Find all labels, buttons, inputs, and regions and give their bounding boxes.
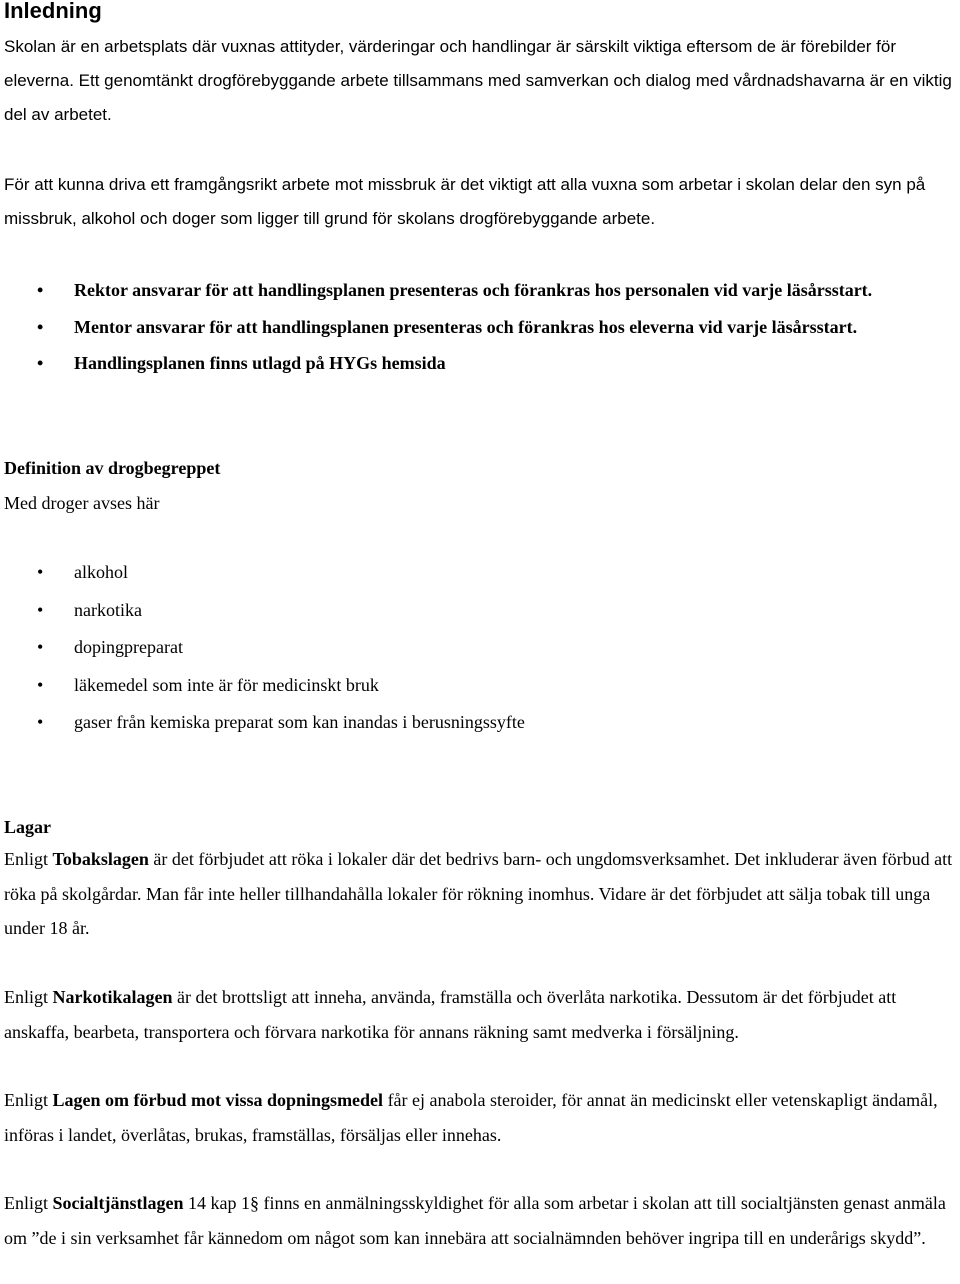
definition-lead: Med droger avses här bbox=[4, 493, 160, 513]
definition-heading: Definition av drogbegreppet bbox=[4, 458, 221, 478]
list-item: • gaser från kemiska preparat som kan inandas i berusningssyfte bbox=[0, 704, 960, 742]
definition-list bbox=[0, 554, 960, 742]
law-name: Tobakslagen bbox=[52, 849, 149, 869]
bullet-icon: • bbox=[37, 637, 44, 657]
list-item: • dopingpreparat bbox=[0, 629, 960, 667]
law-paragraph-socialtjanst: Enligt Socialtjänstlagen 14 kap 1§ finns en anmälningsskyldighet för alla som arbetar i skolan att till socialtjänsten genast anmäla om ”de i sin verksamhet får kännedom om något som kan innebära att socialnämnden behöver ingripa till en underårigs skydd”. bbox=[4, 1193, 946, 1248]
laws-heading: Lagar bbox=[4, 817, 51, 837]
law-name: Socialtjänstlagen bbox=[52, 1193, 184, 1213]
list-item: • läkemedel som inte är för medicinskt bruk bbox=[0, 667, 960, 705]
intro-heading: Inledning bbox=[4, 0, 102, 23]
law-paragraph-narkotika: Enligt Narkotikalagen är det brottsligt att inneha, använda, framställa och överlåta narkotika. Dessutom är det förbjudet att anskaffa, bearbeta, transportera och förvara narkotika för annans räkning samt medverka i försäljning. bbox=[4, 987, 897, 1042]
intro-paragraph-1: Skolan är en arbetsplats där vuxnas attityder, värderingar och handlingar är särskilt viktiga eftersom de är förebilder för eleverna. Ett genomtänkt drogförebyggande arbete tillsammans med samverkan och dialog med vårdnadshavarna är en viktig del av arbetet. bbox=[4, 37, 952, 124]
bullet-icon: • bbox=[37, 599, 44, 620]
list-item: • Rektor ansvarar för att handlingsplanen presenteras och förankras hos personalen vid varje läsårsstart. bbox=[0, 272, 960, 309]
bullet-icon: • bbox=[37, 562, 44, 582]
law-paragraph-dopning: Enligt Lagen om förbud mot vissa dopningsmedel får ej anabola steroider, för annat än medicinskt eller vetenskapligt ändamål, införas i landet, överlåtas, brukas, framställas, försäljas eller innehas. bbox=[4, 1090, 938, 1145]
list-item: • alkohol bbox=[0, 554, 960, 592]
list-item: • narkotika bbox=[0, 592, 960, 630]
bullet-icon: • bbox=[37, 280, 44, 300]
list-item: • Mentor ansvarar för att handlingsplanen presenteras och förankras hos eleverna vid varje läsårsstart. bbox=[0, 309, 960, 346]
bullet-icon: • bbox=[37, 353, 44, 373]
bullet-icon: • bbox=[37, 712, 44, 732]
law-name: Narkotikalagen bbox=[52, 987, 173, 1007]
bullet-icon: • bbox=[37, 674, 44, 695]
responsibility-list bbox=[0, 272, 960, 382]
law-name: Lagen om förbud mot vissa dopningsmedel bbox=[52, 1090, 384, 1110]
law-paragraph-tobak: Enligt Tobakslagen är det förbjudet att röka i lokaler där det bedrivs barn- och ungdomsverksamhet. Det inkluderar även förbud att röka på skolgårdar. Man får inte heller tillhandahålla lokaler för rökning inomhus. Vidare är det förbjudet att sälja tobak till unga under 18 år. bbox=[4, 849, 953, 938]
bullet-icon: • bbox=[37, 316, 44, 337]
list-item: • Handlingsplanen finns utlagd på HYGs hemsida bbox=[0, 345, 960, 382]
intro-paragraph-2: För att kunna driva ett framgångsrikt arbete mot missbruk är det viktigt att alla vuxna som arbetar i skolan delar den syn på missbruk, alkohol och doger som ligger till grund för skolans drogförebyggande arbete. bbox=[4, 175, 926, 228]
